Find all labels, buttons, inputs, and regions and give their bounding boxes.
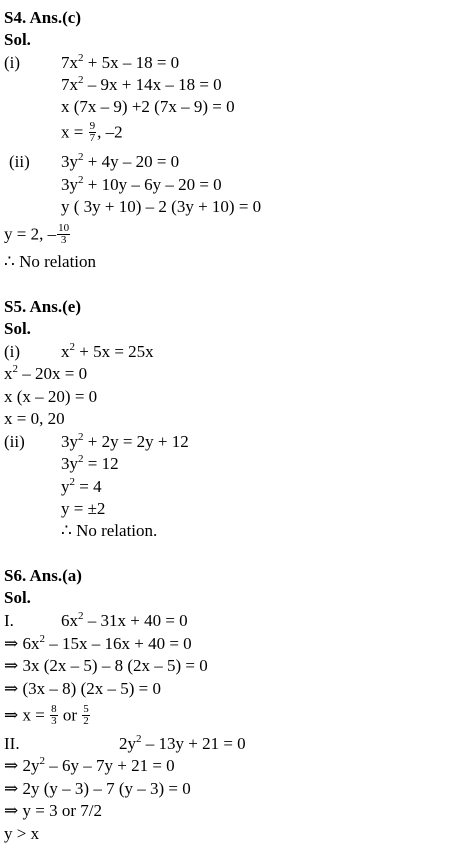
s6-eq-9: ⇒ y = 3 or 7/2 — [4, 801, 102, 820]
s6-eq-2: ⇒ $6x^2 - 15x - 16x + 40 = 0$ — [4, 633, 192, 653]
s5-eq-5: $3y^2 + 2y = 2y + 12$ — [61, 431, 189, 451]
s6-eq-4: ⇒ (3x – 8) (2x – 5) = 0 — [4, 679, 161, 698]
s6-part-I-label: I. — [4, 611, 14, 630]
s4-part-i-label: (i) — [4, 53, 21, 72]
s4-eq-3: x (7x – 9) +2 (7x – 9) = 0 — [61, 97, 235, 116]
s5-eq-8: y = ±2 — [61, 499, 106, 518]
s6-sol-label: Sol. — [4, 588, 31, 607]
s5-sol-label: Sol. — [4, 319, 31, 338]
s6-eq-1: $6x^2 - 31x + 40 = 0$ — [61, 610, 188, 630]
s6-eq-7: ⇒ $2y^2 - 6y - 7y + 21 = 0$ — [4, 755, 175, 775]
s6-eq-8: ⇒ 2y (y – 3) – 7 (y – 3) = 0 — [4, 779, 191, 798]
s4-conclusion: ∴ No relation — [4, 252, 97, 271]
fraction-9-7: $\frac{9}{7}$ — [89, 120, 96, 144]
fraction-5-2: $\frac{5}{2}$ — [83, 703, 89, 727]
s5-heading: S5. Ans.(e) — [4, 297, 81, 316]
s6-heading: S6. Ans.(a) — [4, 566, 82, 585]
fraction-8-3: $\frac{8}{3}$ — [51, 703, 57, 727]
s5-eq-1: $x^2 + 5x = 25x$ — [61, 341, 154, 361]
s4-sol-label: Sol. — [4, 30, 31, 49]
s6-conclusion: y > x — [4, 824, 40, 843]
fraction-10-3: $\frac{10}{3}$ — [58, 222, 70, 246]
s6-part-II-label: II. — [4, 734, 20, 753]
s4-eq-4: x = $\frac{9}{7}$ , –2 — [61, 120, 123, 144]
s5-conclusion: ∴ No relation. — [61, 521, 158, 540]
s4-eq-7: y ( 3y + 10) – 2 (3y + 10) = 0 — [61, 197, 262, 216]
s6-eq-3: ⇒ 3x (2x – 5) – 8 (2x – 5) = 0 — [4, 656, 208, 675]
s4-part-ii-label: (ii) — [9, 152, 30, 171]
s6-eq-6: $2y^2 - 13y + 21 = 0$ — [119, 733, 246, 753]
s5-eq-4: x = 0, 20 — [4, 409, 65, 428]
s4-eq-5: $3y^2 + 4y - 20 = 0$ — [61, 151, 180, 171]
s4-heading: S4. Ans.(c) — [4, 8, 81, 27]
s5-eq-7: $y^2 = 4$ — [61, 476, 102, 496]
s6-eq-5: ⇒ x = $\frac{8}{3}$ or $\frac{5}{2}$ — [4, 703, 89, 727]
s4-eq-8: y = 2, – $\frac{10}{3}$ — [4, 222, 70, 246]
s5-eq-6: $3y^2 = 12$ — [61, 453, 119, 473]
s5-part-i-label: (i) — [4, 342, 21, 361]
s4-eq-6: $3y^2 + 10y - 6y - 20 = 0$ — [61, 174, 222, 194]
s5-eq-3: x (x – 20) = 0 — [4, 387, 98, 406]
s4-eq-2: $7x^2 - 9x + 14x - 18 = 0$ — [61, 74, 222, 94]
s4-eq-1: $7x^2 + 5x - 18 = 0$ — [61, 52, 180, 72]
s5-eq-2: $x^2 - 20x = 0$ — [4, 363, 88, 383]
s5-part-ii-label: (ii) — [4, 432, 25, 451]
